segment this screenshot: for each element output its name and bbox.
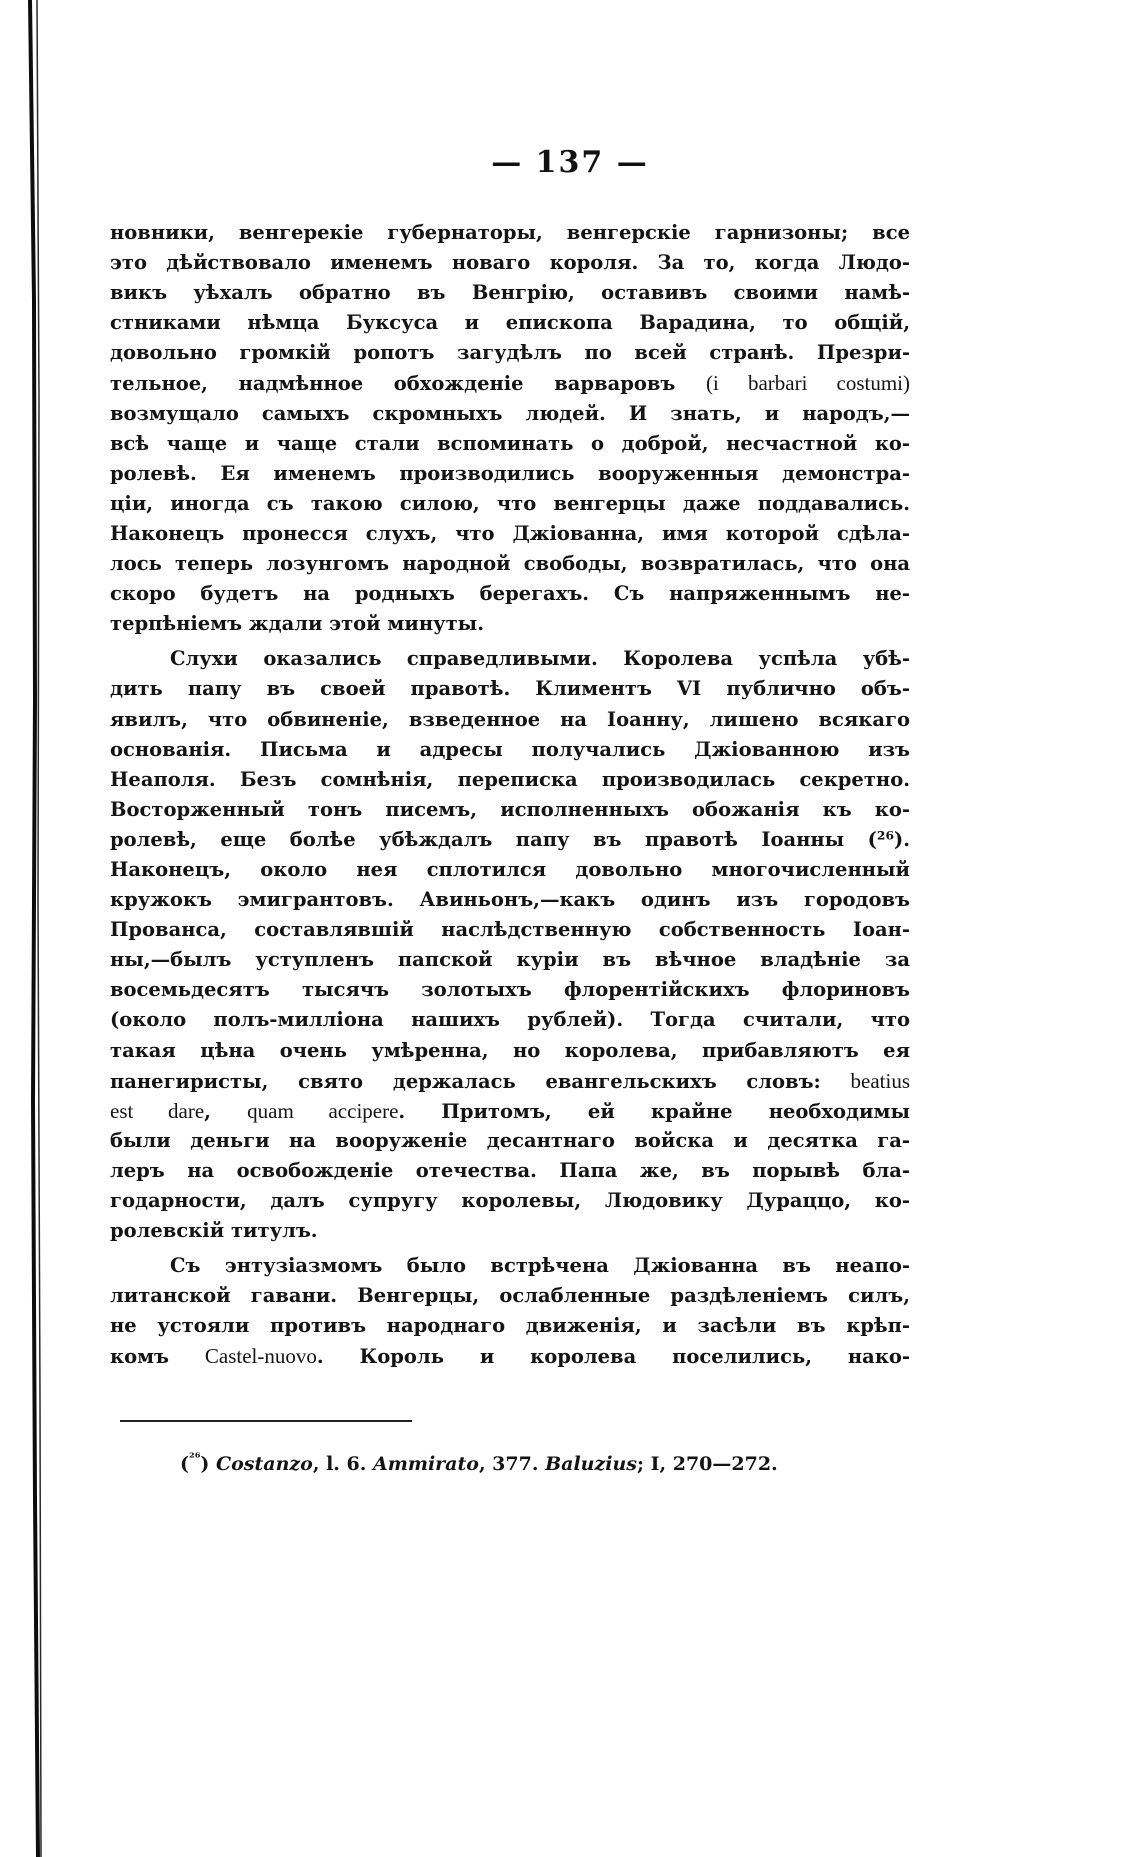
- text-line: не устояли противъ народнаго движенія, и засѣли въ крѣп-: [110, 1314, 910, 1338]
- text-line: Съ энтузіазмомъ было встрѣчена Джіованна въ неапо-: [170, 1254, 910, 1278]
- text-line: ціи, иногда съ такою силою, что венгерцы даже поддавались.: [110, 491, 910, 515]
- text-line: всѣ чаще и чаще стали вспоминать о доброй, несчастной ко-: [110, 431, 910, 455]
- text-line: ролевѣ. Ея именемъ производились вооруженныя демонстра-: [110, 461, 910, 485]
- text-line: явилъ, что обвиненіе, взведенное на Іоанну, лишено всякаго: [110, 707, 910, 731]
- latin-phrase: quam accipere: [247, 1098, 399, 1123]
- text-line: восемьдесятъ тысячъ золотыхъ флорентійскихъ флориновъ: [110, 978, 910, 1002]
- text-line: такая цѣна очень умѣренна, но королева, прибавляютъ ея: [110, 1038, 910, 1062]
- paragraph-2: [110, 644, 910, 1246]
- text-line: новники, венгерекіе губернаторы, венгерскіе гарнизоны; все: [110, 221, 910, 244]
- body-text: [110, 218, 910, 1372]
- text-line: ролевскій титулъ.: [110, 1219, 318, 1243]
- text-line: довольно громкій ропотъ загудѣлъ по всей странѣ. Презри-: [110, 341, 910, 365]
- text-line: Прованса, составлявшій наслѣдственную собственность Іоан-: [110, 918, 910, 942]
- footnote-divider: [120, 1420, 412, 1422]
- text-line: литанской гавани. Венгерцы, ослабленные раздѣленіемъ силъ,: [110, 1284, 910, 1308]
- text-line: комъ Castel-nuovo. Король и королева поселились, нако-: [110, 1344, 911, 1369]
- text-line: кружокъ эмигрантовъ. Авиньонъ,—какъ одинъ изъ городовъ: [110, 888, 910, 912]
- paragraph-3: [110, 1251, 910, 1371]
- text-line: Восторженный тонъ писемъ, исполненныхъ обожанія къ ко-: [110, 797, 910, 821]
- footnote-text: , l. 6.: [312, 1453, 373, 1475]
- text-line: терпѣніемъ ждали этой минуты.: [110, 612, 484, 636]
- footnote-ref: ²⁶: [189, 1451, 201, 1466]
- footnote-text: ; I, 270—272.: [637, 1453, 778, 1475]
- text-line: Наконецъ пронесся слухъ, что Джіованна, имя которой сдѣла-: [110, 521, 910, 545]
- text-line: это дѣйствовало именемъ новаго короля. За то, когда Людо-: [110, 251, 910, 275]
- text-line: Наконецъ, около нея сплотился довольно многочисленный: [110, 857, 910, 881]
- text-line: est dare, quam accipere. Притомъ, ей крайне необходимы: [110, 1098, 910, 1123]
- footnote-text: , 377.: [478, 1453, 546, 1475]
- text-line: тельное, надмѣнное обхожденіе варваровъ (i barbari costumi): [110, 371, 911, 396]
- footnote-author: Ammirato: [373, 1453, 479, 1475]
- page-number: — 137 —: [491, 145, 649, 180]
- text-line: дить папу въ своей правотѣ. Климентъ VI публично объ-: [110, 677, 910, 701]
- text-line: викъ уѣхалъ обратно въ Венгрію, оставивъ своими намѣ-: [110, 281, 910, 305]
- text-line: панегиристы, свято держалась евангельскихъ словъ: beatius: [110, 1068, 910, 1093]
- text-line: ны,—былъ уступленъ папской куріи въ вѣчное владѣніе за: [110, 948, 910, 972]
- latin-phrase: (i barbari costumi): [706, 371, 911, 396]
- text-line: лось теперь лозунгомъ народной свободы, возвратилась, что она: [110, 552, 910, 576]
- text-line: Слухи оказались справедливыми. Королева успѣла убѣ-: [170, 647, 910, 671]
- footnote-author: Baluzius: [545, 1453, 637, 1475]
- text-line: (около полъ-милліона нашихъ рублей). Тогда считали, что: [110, 1008, 910, 1032]
- text-line: стниками нѣмца Буксуса и епископа Варадина, то общій,: [110, 311, 910, 335]
- paragraph-1: [110, 218, 910, 639]
- text-line: годарности, далъ супругу королевы, Людовику Дураццо, ко-: [110, 1189, 910, 1212]
- latin-phrase: Castel-nuovo: [204, 1344, 317, 1369]
- text-line: скоро будетъ на родныхъ берегахъ. Съ напряженнымъ не-: [110, 582, 910, 606]
- footnote: ($^{^{26}}$) Costanzo, l. 6. Ammirato, 377. Baluzius; I, 270—272.: [180, 1451, 778, 1475]
- latin-phrase: beatius: [850, 1068, 910, 1093]
- text-line: были деньги на вооруженіе десантнаго войска и десятка га-: [110, 1128, 910, 1152]
- latin-phrase: est dare: [110, 1098, 205, 1123]
- footnote-author: Costanzo: [216, 1453, 313, 1475]
- text-line: Неаполя. Безъ сомнѣнія, переписка производилась секретно.: [110, 767, 910, 791]
- text-line: леръ на освобожденіе отечества. Папа же, въ порывѣ бла-: [110, 1158, 910, 1182]
- text-line: основанія. Письма и адресы получались Джіованною изъ: [110, 737, 910, 761]
- text-line: ролевѣ, еще болѣе убѣждалъ папу въ правотѣ Іоанны (²⁶).: [110, 827, 910, 851]
- text-line: возмущало самыхъ скромныхъ людей. И знать, и народъ,—: [110, 401, 910, 425]
